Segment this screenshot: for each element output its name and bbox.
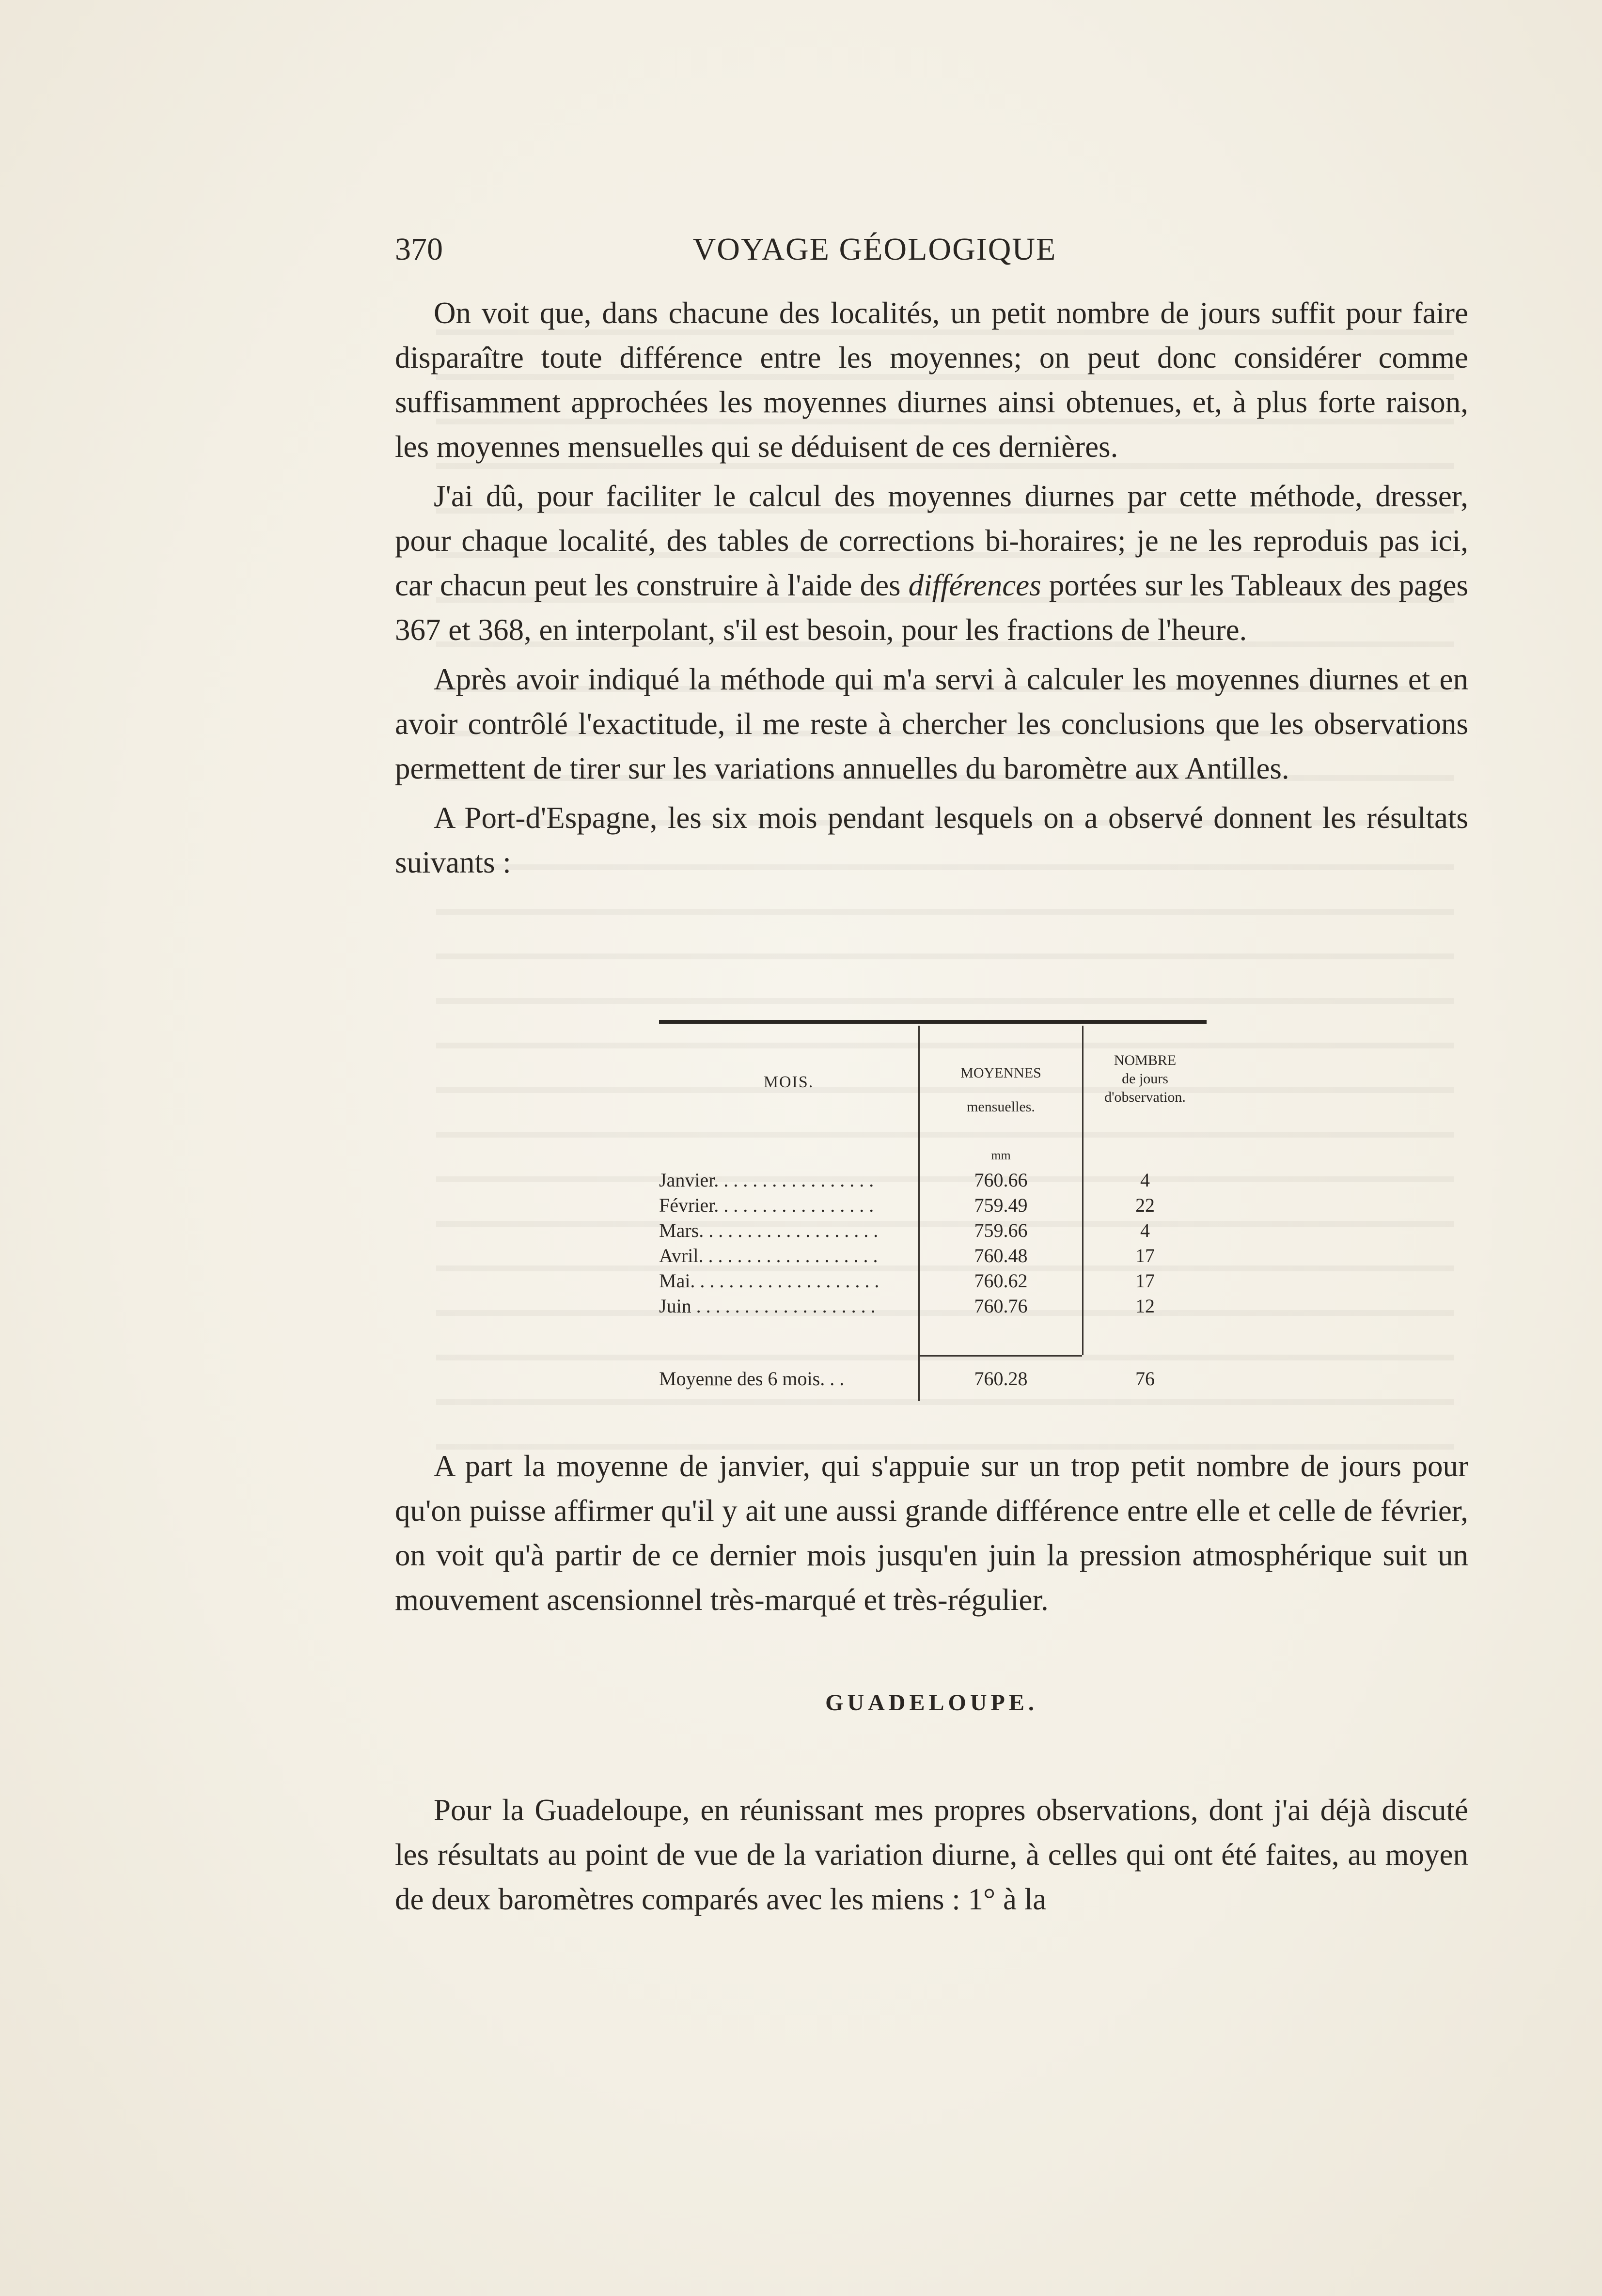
cell-moyenne: 760.28: [974, 1368, 1028, 1390]
paragraph: A part la moyenne de janvier, qui s'appuie sur un trop petit nombre de jours pour qu'on puisse affirmer qu'il y ait une aussi grande différence entre elle et celle de février, on voit qu'à partir de ce dernier mois jusqu'en juin la pression atmosphérique suit un mouvement ascensionnel très-marqué et très-régulier.: [395, 1449, 1468, 1617]
header-nombre: [1084, 1051, 1207, 1107]
summary-rule: [920, 1355, 1082, 1357]
text-block-top: [395, 291, 1468, 890]
header-moyennes-line2: mensuelles.: [967, 1099, 1035, 1115]
cell-mois: Janvier. . . . . . . . . . . . . . . . .: [659, 1169, 874, 1191]
cell-moyenne: 760.76: [974, 1295, 1028, 1317]
cell-moyenne: 760.48: [974, 1245, 1028, 1266]
paragraph-tail: portées sur les Tableaux des pages 367 et 368, en interpolant, s'il est besoin, pour les fractions de l'heure.: [395, 568, 1469, 647]
italic-word: différences: [908, 568, 1041, 602]
header-mois: MOIS.: [763, 1073, 814, 1091]
header-nombre-line3: d'observation.: [1104, 1089, 1186, 1105]
table-row: [659, 1218, 1207, 1243]
paragraph: On voit que, dans chacune des localités, un petit nombre de jours suffit pour faire disparaître toute différence entre les moyennes; on peut donc considérer comme suffisamment approchées les moyennes diurnes ainsi obtenues, et, à plus forte raison, les moyennes mensuelles qui se déduisent de ces dernières.: [395, 296, 1468, 464]
paragraph: Après avoir indiqué la méthode qui m'a servi à calculer les moyennes diurnes et en avoir contrôlé l'exactitude, il me reste à chercher les conclusions que les observations permettent de tirer sur les variations annuelles du baromètre aux Antilles.: [395, 662, 1468, 785]
cell-mois: Moyenne des 6 mois. . .: [659, 1368, 845, 1390]
cell-moyenne: 759.66: [974, 1219, 1028, 1241]
header-moyennes-line1: MOYENNES: [960, 1065, 1041, 1081]
cell-mois: Mars. . . . . . . . . . . . . . . . . . .: [659, 1219, 879, 1241]
table-row: [659, 1168, 1207, 1193]
header-moyennes: [920, 1056, 1082, 1124]
table-row: [659, 1193, 1207, 1218]
cell-jours: 17: [1135, 1245, 1155, 1266]
cell-jours: 22: [1135, 1194, 1155, 1216]
unit-label: mm: [991, 1148, 1011, 1162]
cell-jours: 17: [1135, 1270, 1155, 1292]
paragraph: Pour la Guadeloupe, en réunissant mes propres observations, dont j'ai déjà discuté les résultats au point de vue de la variation diurne, à celles qui ont été faites, au moyen de deux baromètres comparés avec les miens : 1° à la: [395, 1793, 1468, 1916]
cell-jours: 4: [1140, 1219, 1150, 1241]
header-nombre-line2: de jours: [1122, 1071, 1168, 1087]
section-title: GUADELOUPE.: [825, 1690, 1038, 1716]
header-nombre-line1: NOMBRE: [1114, 1052, 1177, 1068]
cell-moyenne: 759.49: [974, 1194, 1028, 1216]
cell-mois: Mai. . . . . . . . . . . . . . . . . . . .: [659, 1270, 880, 1292]
page-number: 370: [395, 232, 443, 267]
paragraph: A Port-d'Espagne, les six mois pendant lesquels on a observé donnent les résultats suivants :: [395, 801, 1468, 879]
text-block-bottom: [395, 1788, 1468, 1926]
cell-jours: 76: [1135, 1368, 1155, 1390]
monthly-means-table: [659, 1020, 1207, 1398]
paragraph-head: J'ai dû, pour faciliter le calcul des moyennes diurnes par cette méthode, dresser, pour chaque localité, des tables de corrections bi-horaires; je ne les reproduis pas ici, car chacun peut les construire à l'aide des: [395, 479, 1468, 602]
cell-moyenne: 760.66: [974, 1169, 1028, 1191]
table-summary-row: [659, 1366, 1207, 1391]
table-row: [659, 1294, 1207, 1319]
cell-mois: Février. . . . . . . . . . . . . . . . .: [659, 1194, 874, 1216]
cell-jours: 4: [1140, 1169, 1150, 1191]
running-title: VOYAGE GÉOLOGIQUE: [692, 232, 1057, 267]
table-row: [659, 1268, 1207, 1294]
paragraph: [395, 474, 1468, 652]
table-row: [659, 1243, 1207, 1268]
cell-jours: 12: [1135, 1295, 1155, 1317]
cell-mois: Avril. . . . . . . . . . . . . . . . . . .: [659, 1245, 878, 1266]
page-header: [395, 228, 1306, 271]
cell-moyenne: 760.62: [974, 1270, 1028, 1292]
text-block-middle: [395, 1444, 1468, 1627]
cell-mois: Juin . . . . . . . . . . . . . . . . . . .: [659, 1295, 876, 1317]
table-top-rule: [659, 1020, 1207, 1024]
